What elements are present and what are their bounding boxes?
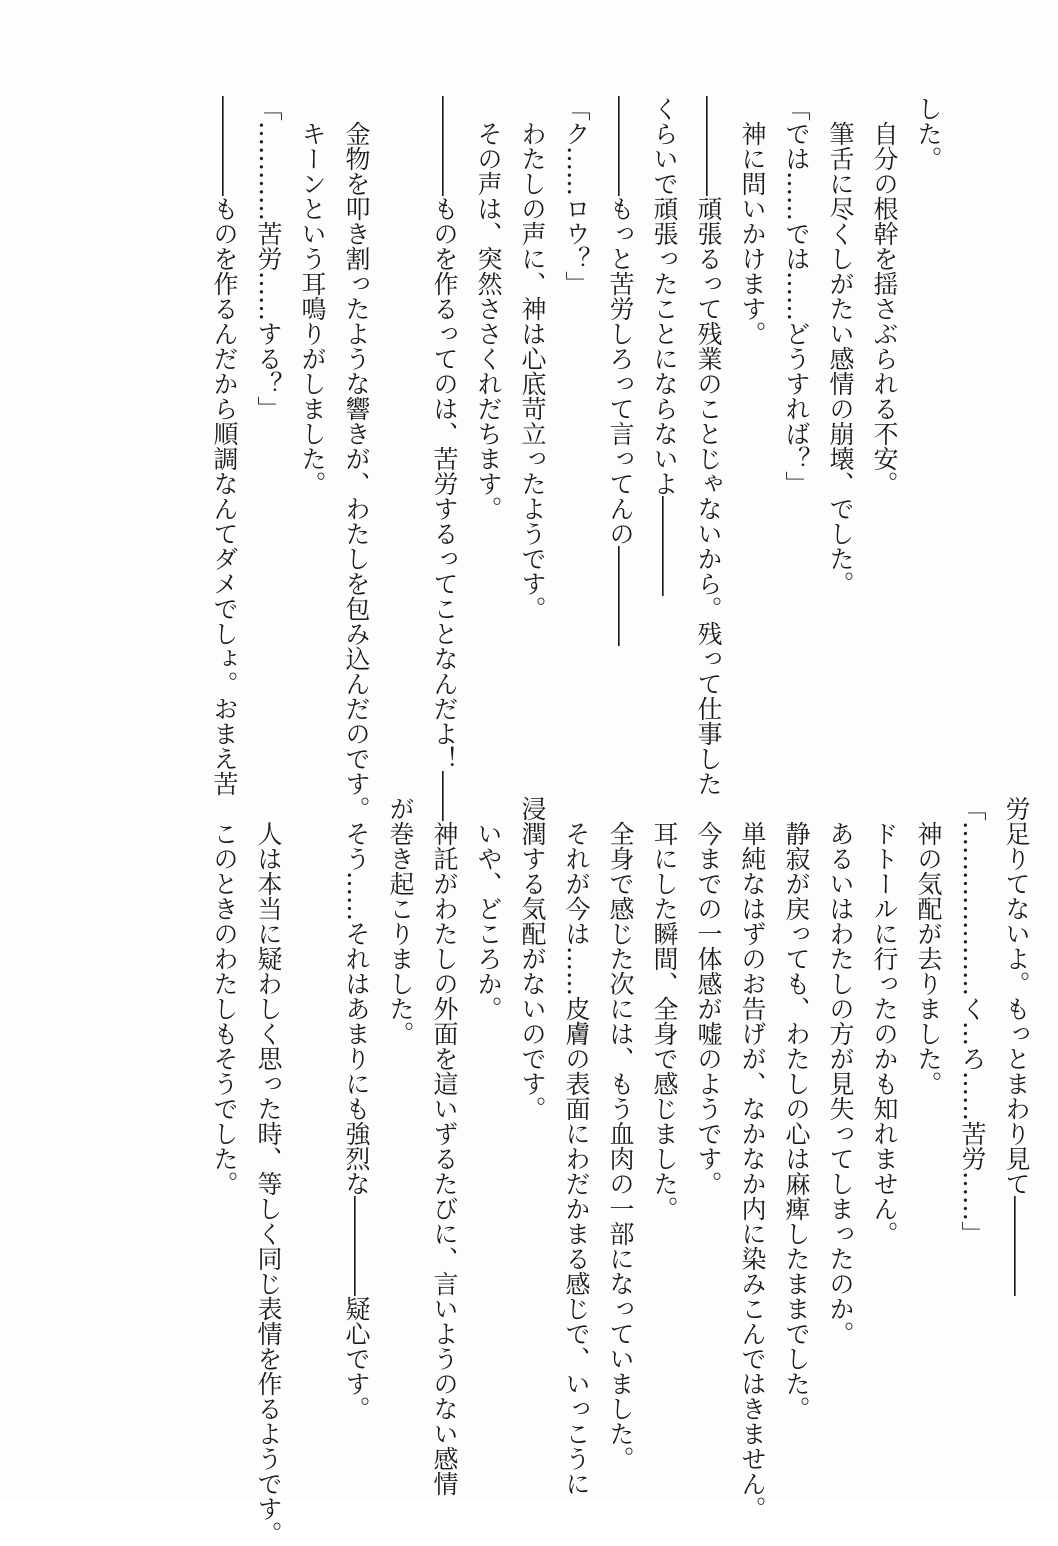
top-text-block <box>202 96 950 821</box>
text-line: 静寂が戻っても、わたしの心は麻痺したままでした。 <box>782 796 811 1421</box>
text-line: ――――ものを作るんだから順調なんてダメでしょ。おまえ苦 <box>210 96 239 796</box>
text-line: 筆舌に尽くしがたい感情の崩壊、でした。 <box>826 96 855 596</box>
text-line: ――――ものを作るってのは、苦労するってことなんだよ！―― <box>430 96 459 821</box>
text-line: その声は、突然ささくれだちます。 <box>474 96 503 521</box>
text-line: 「では……では……どうすれば？」 <box>782 96 811 496</box>
text-line: 人は本当に疑わしく思った時、等しく同じ表情を作るようです。 <box>254 796 283 1546</box>
text-line: 全身で感じた次には、もう血肉の一部になっていました。 <box>606 796 635 1471</box>
text-line: 自分の根幹を揺さぶられる不安。 <box>870 96 899 496</box>
text-line: あるいはわたしの方が見失ってしまったのか。 <box>826 796 855 1346</box>
text-line: それが今は……皮膚の表面にわだかまる感じで、いっこうに <box>562 796 591 1496</box>
text-line: 金物を叩き割ったような響きが、わたしを包み込んだのです。 <box>342 96 371 821</box>
text-line: 浸潤する気配がないのです。 <box>518 796 547 1121</box>
text-line: 耳にした瞬間、全身で感じました。 <box>650 796 679 1221</box>
text-line: キーンという耳鳴りがしました。 <box>298 96 327 496</box>
text-line: このときのわたしもそうでした。 <box>210 796 239 1196</box>
text-line: ドトールに行ったのかも知れません。 <box>870 796 899 1246</box>
text-line: 神の気配が去りました。 <box>914 796 943 1096</box>
text-line: が巻き起こりました。 <box>386 796 415 1046</box>
text-line: 労足りてないよ。もっとまわり見て―――― <box>1002 796 1031 1296</box>
text-line: 神託がわたしの外面を這いずるたびに、言いようのない感情 <box>430 796 459 1496</box>
text-line: ――――もっと苦労しろって言ってんの―――― <box>606 96 635 646</box>
text-line: 神に問いかけます。 <box>738 96 767 346</box>
text-line: そう……それはあまりにも強烈な――――疑心です。 <box>342 796 371 1421</box>
text-line: いや、どころか。 <box>474 796 503 1021</box>
text-line: 単純なはずのお告げが、なかなか内に染みこんではきません。 <box>738 796 767 1521</box>
text-line: ――――頑張るって残業のことじゃないから。残って仕事した <box>694 96 723 796</box>
bottom-text-block <box>202 796 1038 1546</box>
text-line: 「ク……ロウ？」 <box>562 96 591 296</box>
text-line: くらいで頑張ったことにならないよ―――― <box>650 96 679 596</box>
text-line: 「…………苦労……する？」 <box>254 96 283 421</box>
text-line: 今までの一体感が嘘のようです。 <box>694 796 723 1196</box>
text-line: 「…………………く…ろ……苦労……」 <box>958 796 987 1246</box>
text-line: わたしの声に、神は心底苛立ったようです。 <box>518 96 547 621</box>
text-line <box>290 796 334 1446</box>
text-line <box>378 96 422 736</box>
text-line: した。 <box>914 96 943 171</box>
